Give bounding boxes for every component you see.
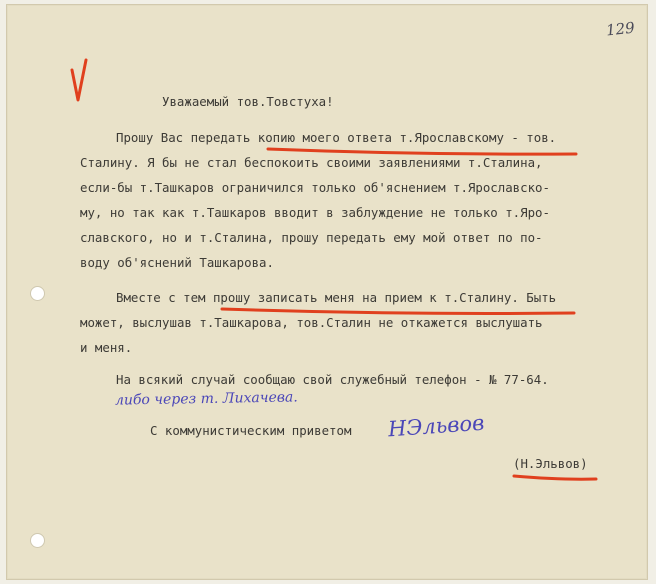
handwritten-note: либо через т. Лихачева. — [114, 389, 298, 409]
body-line: Прошу Вас передать копию моего ответа т.Ярославскому - тов. — [116, 130, 557, 145]
body-line: Вместе с тем прошу записать меня на прием к т.Сталину. Быть — [116, 290, 557, 305]
body-line: Сталину. Я бы не стал беспокоить своими заявлениями т.Сталина, — [80, 155, 543, 170]
body-line: и меня. — [80, 340, 133, 355]
check-mark-icon — [72, 60, 86, 100]
red-underline — [514, 476, 596, 479]
body-line: му, но так как т.Ташкаров вводит в заблуждение не только т.Яро- — [80, 205, 550, 220]
closing-line: С коммунистическим приветом — [150, 423, 352, 438]
page-number: 129 — [605, 18, 636, 40]
typed-name: (Н.Эльвов) — [513, 456, 588, 471]
red-underline — [268, 149, 576, 154]
body-line: если-бы т.Ташкаров ограничился только об'яснением т.Ярославско- — [80, 180, 550, 195]
body-line: славского, но и т.Сталина, прошу передать ему мой ответ по по- — [80, 230, 543, 245]
red-underline — [222, 309, 574, 314]
body-line: На всякий случай сообщаю свой служебный телефон - № 77-64. — [116, 372, 549, 387]
greeting: Уважаемый тов.Товстуха! — [162, 94, 334, 109]
signature: НЭльвов — [387, 410, 486, 442]
punch-hole — [30, 286, 45, 301]
punch-hole — [30, 533, 45, 548]
body-line: может, выслушав т.Ташкарова, тов.Сталин не откажется выслушать — [80, 315, 543, 330]
body-line: воду об'яснений Ташкарова. — [80, 255, 274, 270]
